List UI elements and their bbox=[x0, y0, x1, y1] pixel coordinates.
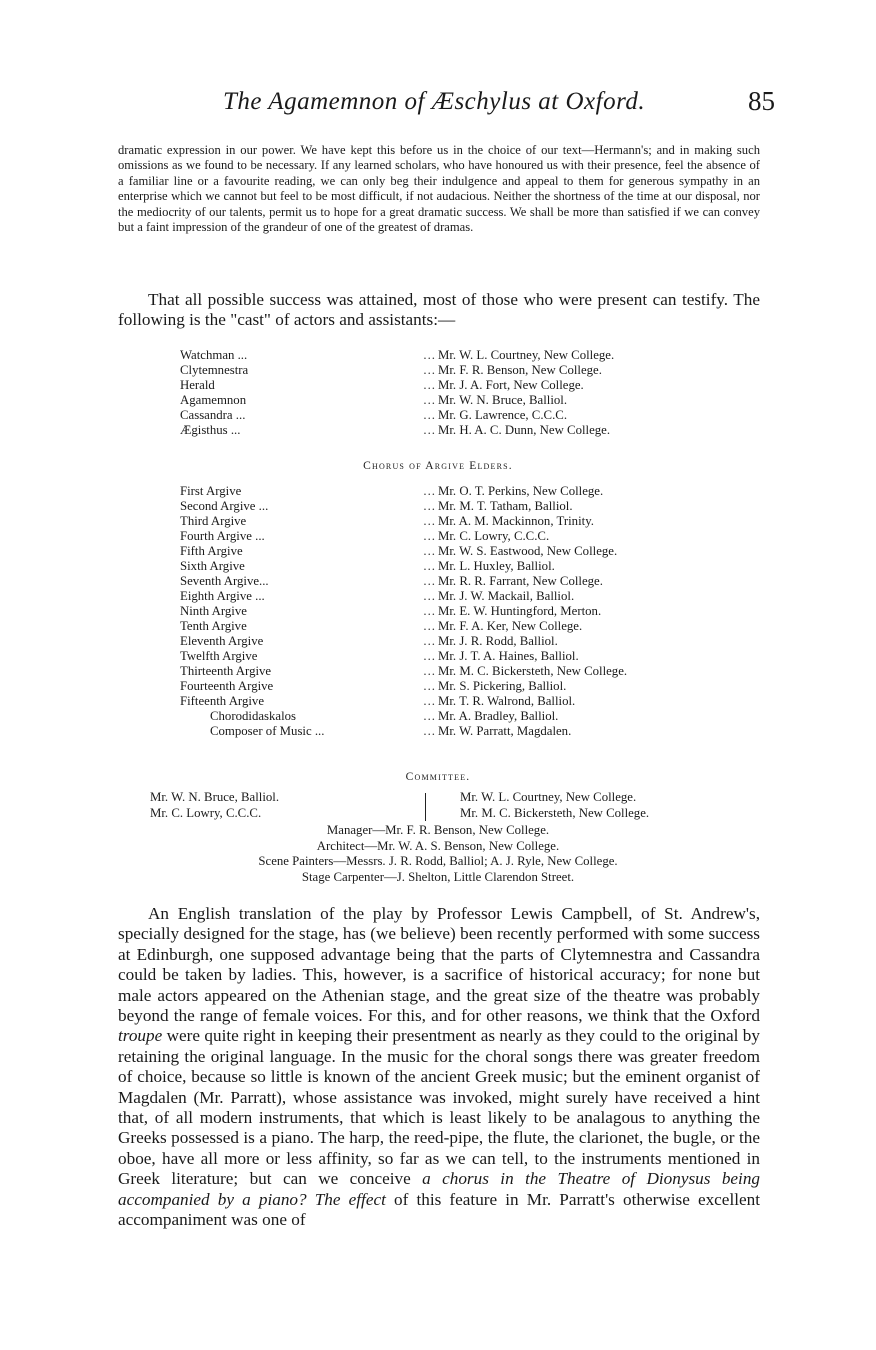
committee-member: Mr. C. Lowry, C.C.C. bbox=[150, 805, 262, 820]
chorus-row bbox=[180, 679, 700, 694]
chorus-actor: Mr. F. A. Ker, New College. bbox=[438, 619, 583, 633]
chorus-role: Third Argive bbox=[180, 514, 247, 528]
cast-row bbox=[180, 423, 700, 438]
paragraph-text: were quite right in keeping their presentment as nearly as they could to the original by retaining the original language. In the music for the choral songs there was greater freedom of choice, because so little is known of the ancient Greek music; but the eminent organist of Magdalen (Mr. Parratt), whose assistance was invoked, might surely have received a hint that, of all modern instruments, that which is least likely to be analagous to anything the Greeks possessed is a piano. The harp, the reed-pipe, the flute, the clarionet, the bugle, or the oboe, have all more or less affinity, so far as we can tell, to the instruments mentioned in Greek literature; but can we conceive bbox=[118, 1026, 760, 1189]
committee-member: Mr. M. C. Bickersteth, New College. bbox=[460, 805, 650, 820]
cast-actor: Mr. F. R. Benson, New College. bbox=[438, 363, 602, 377]
leader-dots: ... bbox=[423, 679, 436, 693]
chorus-row bbox=[180, 724, 700, 739]
cast-row bbox=[180, 378, 700, 393]
cast-role: Ægisthus ... bbox=[180, 423, 241, 437]
cast-role: Watchman ... bbox=[180, 348, 248, 362]
paragraph-cast-intro: That all possible success was attained, most of those who were present can testify. The following is the "cast" of actors and assistants:— bbox=[118, 290, 760, 330]
chorus-role: Fourteenth Argive bbox=[180, 679, 274, 693]
chorus-role: Fifteenth Argive bbox=[180, 694, 264, 708]
leader-dots: ... bbox=[423, 574, 436, 588]
committee-right-column bbox=[460, 790, 649, 821]
leader-dots: ... bbox=[423, 604, 436, 618]
leader-dots: ... bbox=[423, 634, 436, 648]
leader-dots: ... bbox=[423, 484, 436, 498]
chorus-role: Composer of Music ... bbox=[210, 724, 325, 738]
chorus-role: Second Argive ... bbox=[180, 499, 269, 513]
leader-dots: ... bbox=[423, 694, 436, 708]
page-number: 85 bbox=[748, 86, 775, 116]
leader-dots: ... bbox=[423, 664, 436, 678]
chorus-role: Ninth Argive bbox=[180, 604, 247, 618]
leader-dots: ... bbox=[423, 514, 436, 528]
committee-list bbox=[150, 790, 750, 822]
running-title: The Agamemnon of Æschylus at Oxford. bbox=[223, 88, 646, 115]
chorus-role: First Argive bbox=[180, 484, 242, 498]
chorus-row bbox=[180, 574, 700, 589]
chorus-row bbox=[180, 544, 700, 559]
cast-row bbox=[180, 348, 700, 363]
chorus-row bbox=[180, 664, 700, 679]
committee-left-column bbox=[150, 790, 279, 821]
chorus-actor: Mr. A. Bradley, Balliol. bbox=[438, 709, 559, 723]
running-head bbox=[145, 88, 775, 124]
cast-role: Clytemnestra bbox=[180, 363, 249, 377]
cast-actor: Mr. W. N. Bruce, Balliol. bbox=[438, 393, 568, 407]
staff-stage-carpenter: Stage Carpenter—J. Shelton, Little Clarendon Street. bbox=[301, 869, 575, 884]
staff-architect: Architect—Mr. W. A. S. Benson, New College. bbox=[316, 838, 560, 853]
chorus-row bbox=[180, 709, 700, 724]
paragraph-text: An English translation of the play by Professor Lewis Campbell, of St. Andrew's, specially designed for the stage, has (we believe) been recently performed with some success at Edinburgh, one supposed advantage being that the parts of Clytemnestra and Cassandra could be taken by ladies. This, however, is a sacrifice of historical accuracy; for none but male actors appeared on the Athenian stage, and the great size of the theatre was probably beyond the range of female voices. For this, and for other reasons, we think that the Oxford bbox=[118, 904, 760, 1026]
chorus-row bbox=[180, 649, 700, 664]
leader-dots: ... bbox=[423, 544, 436, 558]
cast-role: Cassandra ... bbox=[180, 408, 246, 422]
cast-row bbox=[180, 363, 700, 378]
chorus-actor: Mr. W. S. Eastwood, New College. bbox=[438, 544, 618, 558]
committee-member: Mr. W. L. Courtney, New College. bbox=[460, 790, 637, 804]
chorus-row bbox=[180, 499, 700, 514]
leader-dots: ... bbox=[423, 363, 436, 377]
chorus-row bbox=[180, 484, 700, 499]
chorus-actor: Mr. W. Parratt, Magdalen. bbox=[438, 724, 572, 738]
chorus-row bbox=[180, 514, 700, 529]
committee-member: Mr. W. N. Bruce, Balliol. bbox=[150, 790, 280, 804]
chorus-row bbox=[180, 559, 700, 574]
leader-dots: ... bbox=[423, 499, 436, 513]
leader-dots: ... bbox=[423, 348, 436, 362]
cast-row bbox=[180, 393, 700, 408]
cast-actor: Mr. H. A. C. Dunn, New College. bbox=[438, 423, 611, 437]
paragraph-text: of this feature in Mr. Parratt's otherwise excellent accompaniment was one of bbox=[118, 1189, 760, 1230]
leader-dots: ... bbox=[423, 423, 436, 437]
chorus-row bbox=[180, 589, 700, 604]
chorus-role: Sixth Argive bbox=[180, 559, 245, 573]
leader-dots: ... bbox=[423, 408, 436, 422]
chorus-role: Eleventh Argive bbox=[180, 634, 264, 648]
leader-dots: ... bbox=[423, 529, 436, 543]
cast-role: Agamemnon bbox=[180, 393, 247, 407]
chorus-actor: Mr. J. T. A. Haines, Balliol. bbox=[438, 649, 579, 663]
leader-dots: ... bbox=[423, 378, 436, 392]
chorus-heading: Chorus of Argive Elders. bbox=[363, 460, 513, 472]
cast-actor: Mr. G. Lawrence, C.C.C. bbox=[438, 408, 568, 422]
committee-divider bbox=[425, 793, 426, 821]
chorus-row bbox=[180, 694, 700, 709]
leader-dots: ... bbox=[423, 393, 436, 407]
chorus-role: Fifth Argive bbox=[180, 544, 243, 558]
chorus-actor: Mr. A. M. Mackinnon, Trinity. bbox=[438, 514, 594, 528]
leader-dots: ... bbox=[423, 559, 436, 573]
leader-dots: ... bbox=[423, 619, 436, 633]
chorus-actor: Mr. J. W. Mackail, Balliol. bbox=[438, 589, 575, 603]
italic-word: troupe bbox=[118, 1026, 163, 1046]
intro-quote: dramatic expression in our power. We have kept this before us in the choice of our text—Hermann's; and in making such omissions as we found to be necessary. If any learned scholars, who have honoured us with their presence, feel the absence of a familiar line or a favourite reading, we can only beg their indulgence and appeal to them for generous sympathy in an enterprise which we cannot but feel to be most difficult, if not audacious. Neither the shortness of the time at our disposal, nor the mediocrity of our talents, permit us to hope for a great dramatic success. We shall be more than satisfied if we can convey but a faint impression of the grandeur of one of the greatest of dramas. bbox=[118, 143, 760, 235]
chorus-row bbox=[180, 619, 700, 634]
staff-list bbox=[0, 823, 876, 885]
chorus-role: Tenth Argive bbox=[180, 619, 247, 633]
chorus-actor: Mr. E. W. Huntingford, Merton. bbox=[438, 604, 602, 618]
chorus-actor: Mr. C. Lowry, C.C.C. bbox=[438, 529, 550, 543]
chorus-row bbox=[180, 604, 700, 619]
chorus-actor: Mr. L. Huxley, Balliol. bbox=[438, 559, 555, 573]
chorus-role: Twelfth Argive bbox=[180, 649, 258, 663]
chorus-actor: Mr. T. R. Walrond, Balliol. bbox=[438, 694, 576, 708]
chorus-actor: Mr. J. R. Rodd, Balliol. bbox=[438, 634, 558, 648]
chorus-role: Fourth Argive ... bbox=[180, 529, 265, 543]
paragraph-translation-discussion bbox=[118, 904, 760, 1231]
leader-dots: ... bbox=[423, 649, 436, 663]
leader-dots: ... bbox=[423, 724, 436, 738]
chorus-role: Thirteenth Argive bbox=[180, 664, 272, 678]
cast-actor: Mr. W. L. Courtney, New College. bbox=[438, 348, 615, 362]
staff-scene-painters: Scene Painters—Messrs. J. R. Rodd, Balliol; A. J. Ryle, New College. bbox=[258, 854, 618, 869]
leader-dots: ... bbox=[423, 589, 436, 603]
chorus-actor: Mr. S. Pickering, Balliol. bbox=[438, 679, 567, 693]
chorus-actor: Mr. O. T. Perkins, New College. bbox=[438, 484, 604, 498]
chorus-role: Seventh Argive... bbox=[180, 574, 269, 588]
chorus-actor: Mr. M. T. Tatham, Balliol. bbox=[438, 499, 573, 513]
chorus-role: Chorodidaskalos bbox=[210, 709, 297, 723]
cast-row bbox=[180, 408, 700, 423]
chorus-actor: Mr. R. R. Farrant, New College. bbox=[438, 574, 603, 588]
staff-manager: Manager—Mr. F. R. Benson, New College. bbox=[326, 823, 550, 837]
cast-actor: Mr. J. A. Fort, New College. bbox=[438, 378, 584, 392]
italic-clause: a chorus in the Theatre of Dionysus being accompanied by a piano? The effect bbox=[118, 1169, 761, 1209]
chorus-row bbox=[180, 634, 700, 649]
chorus-row bbox=[180, 529, 700, 544]
leader-dots: ... bbox=[423, 709, 436, 723]
chorus-actor: Mr. M. C. Bickersteth, New College. bbox=[438, 664, 628, 678]
chorus-role: Eighth Argive ... bbox=[180, 589, 265, 603]
cast-role: Herald bbox=[180, 378, 215, 392]
committee-heading: Committee. bbox=[405, 771, 471, 783]
